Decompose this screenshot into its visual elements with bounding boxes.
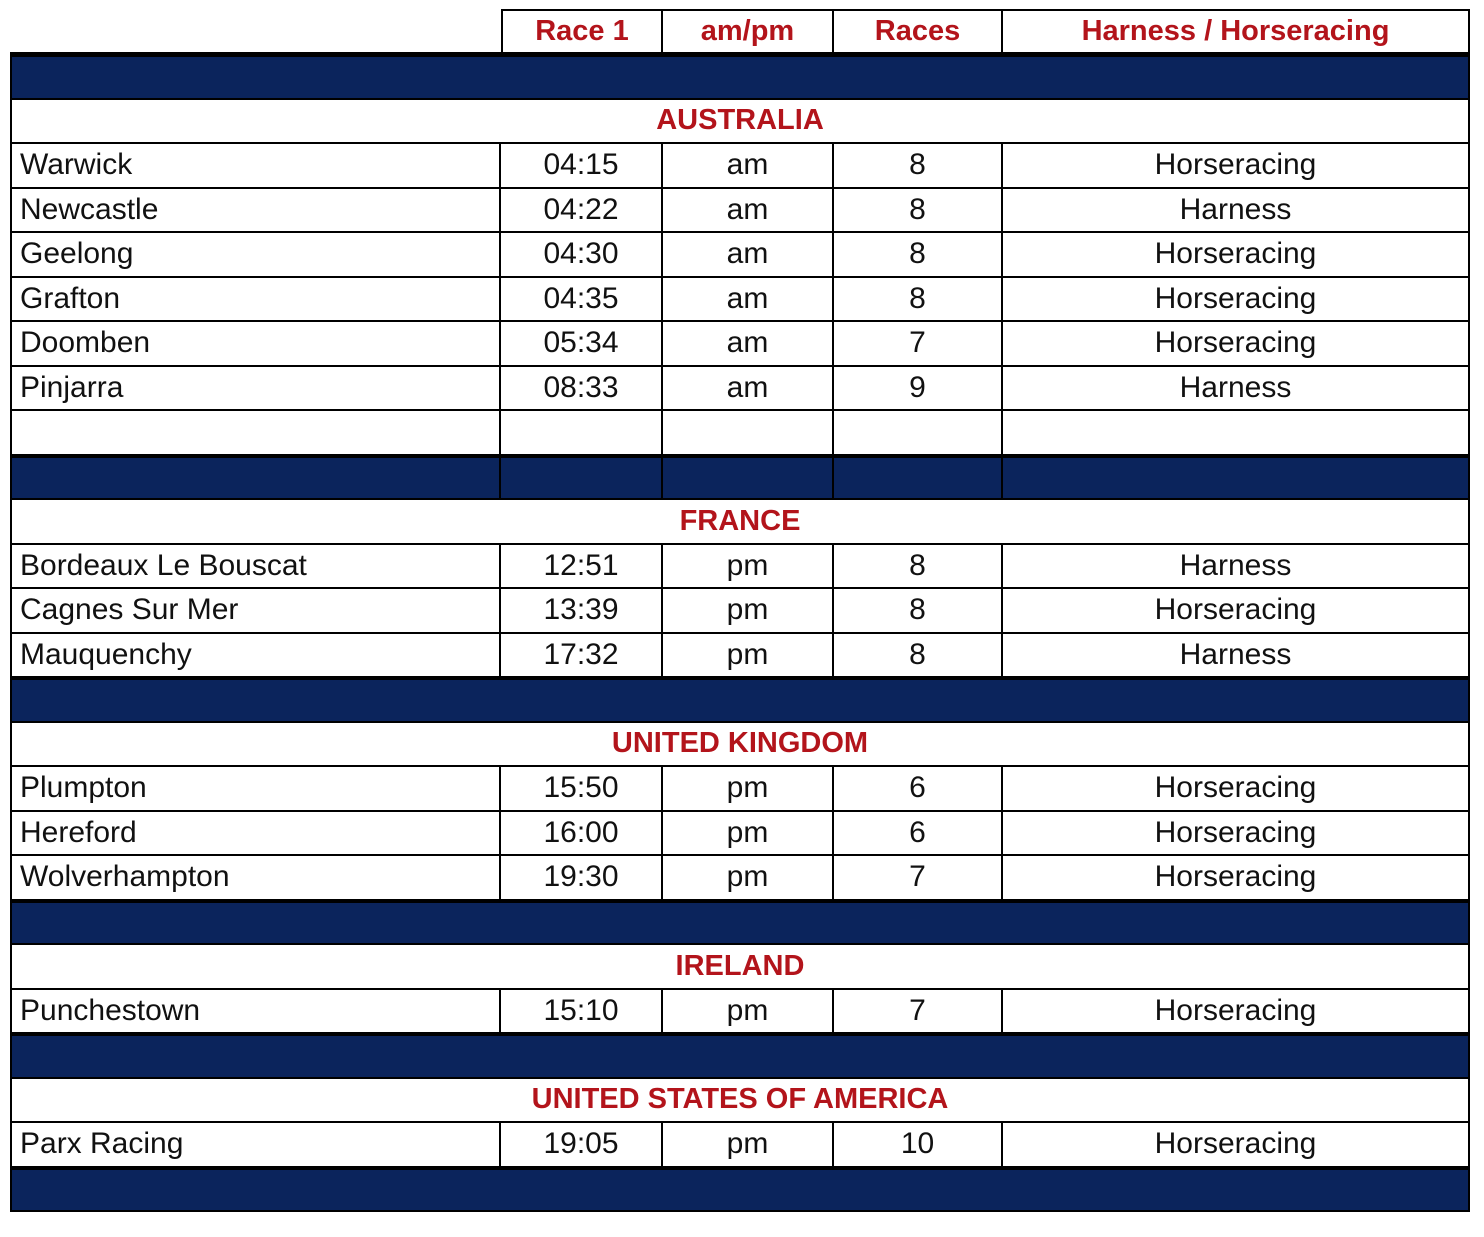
venue-cell: Warwick: [10, 144, 501, 189]
empty-cell: [1003, 411, 1470, 456]
header-row: [10, 9, 1470, 55]
venue-cell: Grafton: [10, 278, 501, 323]
race1-time-cell: 15:10: [501, 990, 663, 1035]
band-segment: [501, 458, 663, 499]
ampm-cell: pm: [663, 767, 834, 812]
venue-cell: Wolverhampton: [10, 856, 501, 901]
section-divider-band: [10, 1168, 1470, 1213]
races-count-cell: 8: [834, 144, 1003, 189]
table-row: [10, 767, 1470, 812]
race-type-cell: Horseracing: [1003, 144, 1470, 189]
ampm-cell: pm: [663, 589, 834, 634]
races-count-cell: 7: [834, 856, 1003, 901]
race1-time-cell: 13:39: [501, 589, 663, 634]
ampm-cell: pm: [663, 634, 834, 679]
table-row: [10, 812, 1470, 857]
table-body: [10, 55, 1470, 1212]
race-type-cell: Horseracing: [1003, 1123, 1470, 1168]
races-count-cell: 7: [834, 990, 1003, 1035]
table-row: [10, 233, 1470, 278]
table-row: [10, 322, 1470, 367]
ampm-cell: am: [663, 189, 834, 234]
race1-time-cell: 16:00: [501, 812, 663, 857]
races-count-cell: 8: [834, 634, 1003, 679]
venue-cell: Pinjarra: [10, 367, 501, 412]
empty-cell: [663, 411, 834, 456]
races-count-cell: 8: [834, 189, 1003, 234]
venue-cell: Punchestown: [10, 990, 501, 1035]
ampm-cell: am: [663, 233, 834, 278]
table-row: [10, 189, 1470, 234]
race-type-cell: Harness: [1003, 634, 1470, 679]
races-count-cell: 8: [834, 545, 1003, 590]
races-count-cell: 8: [834, 278, 1003, 323]
table-row: [10, 545, 1470, 590]
section-divider-band: [10, 55, 1470, 100]
venue-cell: Newcastle: [10, 189, 501, 234]
venue-cell: Doomben: [10, 322, 501, 367]
section-divider-band: [10, 1034, 1470, 1079]
header-race1: Race 1: [501, 9, 663, 55]
race-type-cell: Horseracing: [1003, 322, 1470, 367]
table-row: [10, 367, 1470, 412]
races-count-cell: 7: [834, 322, 1003, 367]
table-row: [10, 1123, 1470, 1168]
race1-time-cell: 04:22: [501, 189, 663, 234]
ampm-cell: am: [663, 144, 834, 189]
venue-cell: Cagnes Sur Mer: [10, 589, 501, 634]
race-type-cell: Harness: [1003, 367, 1470, 412]
race1-time-cell: 05:34: [501, 322, 663, 367]
header-blank: [10, 9, 501, 55]
ampm-cell: pm: [663, 856, 834, 901]
ampm-cell: am: [663, 278, 834, 323]
race-type-cell: Horseracing: [1003, 589, 1470, 634]
race-type-cell: Harness: [1003, 189, 1470, 234]
race-schedule-table: [10, 9, 1470, 1212]
section-divider-band: [10, 678, 1470, 723]
venue-cell: Plumpton: [10, 767, 501, 812]
section-divider-band: [10, 456, 1470, 501]
race-type-cell: Horseracing: [1003, 856, 1470, 901]
empty-row: [10, 411, 1470, 456]
race-type-cell: Harness: [1003, 545, 1470, 590]
table-row: [10, 278, 1470, 323]
races-count-cell: 6: [834, 767, 1003, 812]
band-segment: [12, 458, 501, 499]
ampm-cell: am: [663, 322, 834, 367]
ampm-cell: pm: [663, 1123, 834, 1168]
section-divider-band: [10, 901, 1470, 946]
race-type-cell: Horseracing: [1003, 278, 1470, 323]
race1-time-cell: 04:15: [501, 144, 663, 189]
table-row: [10, 634, 1470, 679]
table-row: [10, 144, 1470, 189]
race1-time-cell: 19:05: [501, 1123, 663, 1168]
header-ampm: am/pm: [663, 9, 834, 55]
race1-time-cell: 04:35: [501, 278, 663, 323]
races-count-cell: 8: [834, 233, 1003, 278]
country-heading: FRANCE: [10, 500, 1470, 545]
race1-time-cell: 04:30: [501, 233, 663, 278]
races-count-cell: 8: [834, 589, 1003, 634]
band-segment: [834, 458, 1003, 499]
country-heading: IRELAND: [10, 945, 1470, 990]
race1-time-cell: 12:51: [501, 545, 663, 590]
header-races: Races: [834, 9, 1003, 55]
race-type-cell: Horseracing: [1003, 812, 1470, 857]
country-heading: UNITED STATES OF AMERICA: [10, 1079, 1470, 1124]
ampm-cell: am: [663, 367, 834, 412]
venue-cell: Bordeaux Le Bouscat: [10, 545, 501, 590]
empty-cell: [501, 411, 663, 456]
table-row: [10, 990, 1470, 1035]
table-row: [10, 589, 1470, 634]
ampm-cell: pm: [663, 812, 834, 857]
venue-cell: Geelong: [10, 233, 501, 278]
venue-cell: Parx Racing: [10, 1123, 501, 1168]
race1-time-cell: 17:32: [501, 634, 663, 679]
empty-cell: [834, 411, 1003, 456]
ampm-cell: pm: [663, 990, 834, 1035]
race1-time-cell: 19:30: [501, 856, 663, 901]
races-count-cell: 9: [834, 367, 1003, 412]
empty-cell: [10, 411, 501, 456]
header-type: Harness / Horseracing: [1003, 9, 1470, 55]
race-type-cell: Horseracing: [1003, 990, 1470, 1035]
venue-cell: Hereford: [10, 812, 501, 857]
ampm-cell: pm: [663, 545, 834, 590]
country-heading: UNITED KINGDOM: [10, 723, 1470, 768]
country-heading: AUSTRALIA: [10, 100, 1470, 145]
venue-cell: Mauquenchy: [10, 634, 501, 679]
races-count-cell: 6: [834, 812, 1003, 857]
band-segment: [663, 458, 834, 499]
race1-time-cell: 08:33: [501, 367, 663, 412]
races-count-cell: 10: [834, 1123, 1003, 1168]
race-type-cell: Horseracing: [1003, 233, 1470, 278]
table-row: [10, 856, 1470, 901]
race-type-cell: Horseracing: [1003, 767, 1470, 812]
race1-time-cell: 15:50: [501, 767, 663, 812]
